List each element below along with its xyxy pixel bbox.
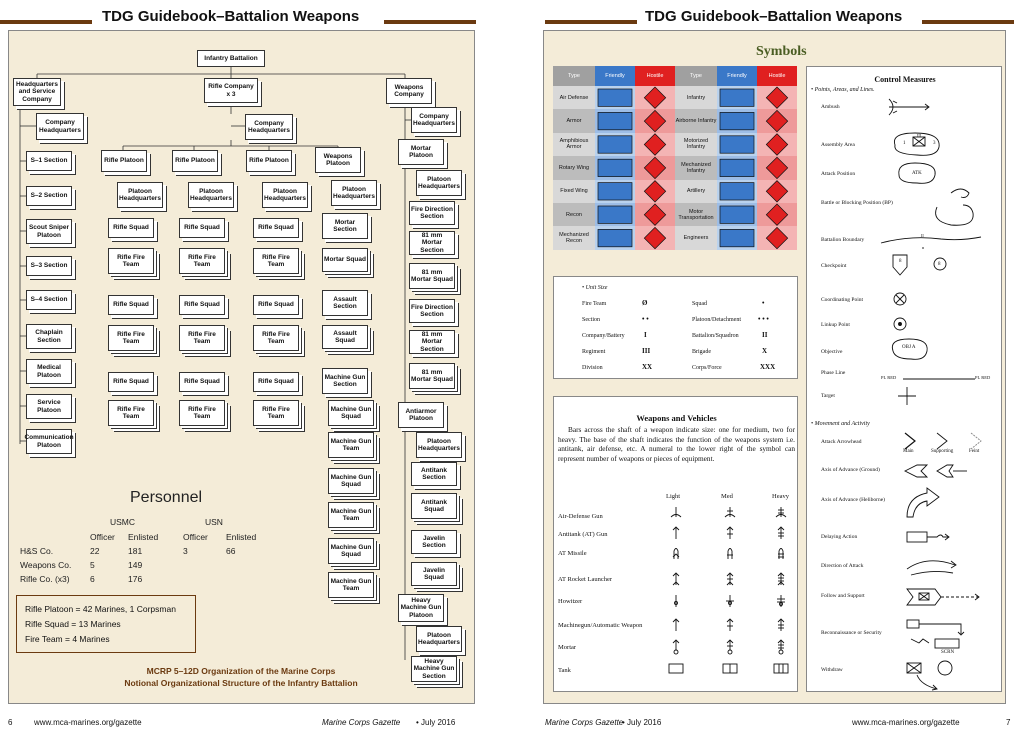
atk-label: ATK xyxy=(912,171,922,176)
battle-position-icon xyxy=(936,189,974,225)
unit-label: Platoon/Detachment xyxy=(692,317,741,323)
friendly-unit-icon xyxy=(720,112,754,129)
aa-num-3: 3 xyxy=(933,141,936,146)
usn-label: USN xyxy=(205,517,223,527)
symbol-grid xyxy=(553,66,797,250)
symbol-type-label: Mechanized Infantry xyxy=(675,156,717,179)
at-gun-light-icon xyxy=(673,527,679,539)
delaying-action-icon xyxy=(907,532,949,542)
org-hq-child: S–1 Section xyxy=(26,151,72,171)
org-hq-child: Medical Platoon xyxy=(26,359,72,384)
weapons-box xyxy=(553,396,798,692)
symbol-type-label: Motor Transportation xyxy=(675,203,717,226)
header-rule-left xyxy=(0,20,92,24)
weapon-row-label: Antitank (AT) Gun xyxy=(558,531,608,538)
usmc-label: USMC xyxy=(110,517,136,527)
hostile-unit-icon xyxy=(766,204,787,225)
hostile-unit-icon xyxy=(766,134,787,155)
weapons-col: Med xyxy=(721,493,733,500)
org-fire-team: Rifle Fire Team xyxy=(179,400,225,426)
mg-heavy-icon xyxy=(778,619,784,631)
unit-label: Division xyxy=(582,365,603,371)
org-platoon-hq: Platoon Headquarters xyxy=(188,182,234,208)
org-infantry-battalion: Infantry Battalion xyxy=(197,50,265,67)
aa-num-1: 1 xyxy=(903,141,906,146)
at-missile-med-icon xyxy=(727,549,733,560)
mg-med-icon xyxy=(727,619,733,631)
org-fire-team: Rifle Fire Team xyxy=(253,400,299,426)
source-caption xyxy=(96,665,386,689)
friendly-unit-icon xyxy=(598,183,632,200)
at-missile-light-icon xyxy=(673,549,679,560)
weapons-title: Weapons and Vehicles xyxy=(636,413,717,423)
at-rocket-med-icon xyxy=(727,573,733,585)
pers-val: 6 xyxy=(90,574,95,584)
org-wc-child: Javelin Section xyxy=(411,530,457,554)
tank-med-icon xyxy=(723,664,737,673)
friendly-unit-icon xyxy=(598,89,632,106)
unit-size-title: • Unit Size xyxy=(582,285,608,291)
col-header: Officer xyxy=(183,532,208,542)
pl-label-left: PL RED xyxy=(881,375,897,380)
org-rifle-platoon: Rifle Platoon xyxy=(172,150,218,172)
org-wp-child: Machine Gun Squad xyxy=(328,400,374,426)
control-item: Coordinating Point xyxy=(821,297,864,303)
friendly-unit-icon xyxy=(720,206,754,223)
hostile-unit-icon xyxy=(644,110,665,131)
org-rifle-platoon: Rifle Platoon xyxy=(246,150,292,172)
control-item: Withdraw xyxy=(821,667,843,673)
symbols-title: Symbols xyxy=(756,44,807,59)
grid-header: Hostile xyxy=(757,66,797,86)
obj-label: OBJ A xyxy=(902,345,916,350)
symbol-type-label: Amphibious Armor xyxy=(553,133,595,156)
org-wp-child: Machine Gun Team xyxy=(328,502,374,528)
grid-header: Hostile xyxy=(635,66,675,86)
target-icon xyxy=(898,387,916,405)
org-fire-team: Rifle Fire Team xyxy=(108,248,154,274)
note-line: Rifle Platoon = 42 Marines, 1 Corpsman xyxy=(25,604,176,614)
org-wc-child: Fire Direction Section xyxy=(409,299,455,323)
org-wc-child: Platoon Headquarters xyxy=(416,170,462,196)
grid-header: Type xyxy=(675,66,717,86)
hostile-unit-icon xyxy=(766,181,787,202)
org-wc-child: 81 mm Mortar Section xyxy=(409,330,455,354)
col-header: Enlisted xyxy=(128,532,159,542)
right-header xyxy=(512,4,1024,26)
org-wp-child: Machine Gun Team xyxy=(328,432,374,458)
weapon-row-label: Machinegun/Automatic Weapon xyxy=(558,622,643,629)
mortar-med-icon xyxy=(727,640,733,654)
source-line-2: Notional Organizational Structure of the Infantry Battalion xyxy=(124,678,358,688)
weapon-row-label: Tank xyxy=(558,667,571,674)
unit-symbol: XXX xyxy=(760,363,776,371)
org-wc-child: Platoon Headquarters xyxy=(416,432,462,458)
left-footer-date: • July 2016 xyxy=(416,718,456,727)
control-item: Checkpoint xyxy=(821,263,847,269)
personnel-title: Personnel xyxy=(130,489,203,506)
org-wp-child: Machine Gun Squad xyxy=(328,468,374,494)
control-item: Delaying Action xyxy=(821,534,858,540)
pers-val: 181 xyxy=(128,546,143,556)
ambush-icon xyxy=(889,99,929,115)
unit-label: Company/Battery xyxy=(582,333,625,339)
unit-symbol: • • • xyxy=(758,315,769,323)
weapon-symbols xyxy=(554,397,799,693)
pers-val: 5 xyxy=(90,560,95,570)
org-wc-child: Antiarmor Platoon xyxy=(398,402,444,428)
unit-symbol: II xyxy=(762,331,768,339)
right-page-title: TDG Guidebook–Battalion Weapons xyxy=(645,8,903,25)
right-footer-magazine: Marine Corps Gazette xyxy=(545,718,624,727)
at-missile-heavy-icon xyxy=(778,549,784,560)
org-hq-child: S–3 Section xyxy=(26,256,72,276)
org-wc-child: Heavy Machine Gun Section xyxy=(411,656,457,682)
org-rifle-squad: Rifle Squad xyxy=(108,372,154,392)
org-fire-team: Rifle Fire Team xyxy=(179,248,225,274)
friendly-unit-icon xyxy=(598,112,632,129)
pers-unit: Weapons Co. xyxy=(20,560,72,570)
control-item: Assembly Area xyxy=(821,142,855,148)
unit-label: Corps/Force xyxy=(692,365,722,371)
unit-label: Battalion/Squadron xyxy=(692,333,739,339)
org-fire-team: Rifle Fire Team xyxy=(108,400,154,426)
header-rule-right xyxy=(384,20,476,24)
tank-heavy-icon xyxy=(774,664,788,673)
org-rc-hq: Company Headquarters xyxy=(245,114,293,140)
right-footer-date: • July 2016 xyxy=(622,718,662,727)
hostile-unit-icon xyxy=(766,227,787,248)
org-weapons-company: Weapons Company xyxy=(386,78,432,104)
arrow-label: Main xyxy=(903,449,914,454)
mg-light-icon xyxy=(673,619,679,631)
org-rifle-company: Rifle Company x 3 xyxy=(204,78,258,103)
at-rocket-heavy-icon xyxy=(778,573,784,585)
pers-val: 149 xyxy=(128,560,143,570)
at-gun-med-icon xyxy=(727,527,733,539)
unit-symbol: XX xyxy=(642,363,653,371)
pers-val: 22 xyxy=(90,546,100,556)
friendly-unit-icon xyxy=(720,229,754,246)
control-sub1: • Points, Areas, and Lines. xyxy=(811,87,875,93)
symbol-type-label: Mechanized Recon xyxy=(553,226,595,249)
howitzer-med-icon xyxy=(726,595,734,607)
pers-unit: Rifle Co. (x3) xyxy=(20,574,70,584)
org-rifle-squad: Rifle Squad xyxy=(253,295,299,315)
org-hq-child: Service Platoon xyxy=(26,394,72,419)
assembly-area-icon xyxy=(894,133,939,155)
org-hs-company: Headquarters and Service Company xyxy=(13,78,61,106)
grid-header: Friendly xyxy=(595,66,635,86)
org-fire-team: Rifle Fire Team xyxy=(179,325,225,351)
friendly-unit-icon xyxy=(598,136,632,153)
control-item: Target xyxy=(821,393,835,399)
org-wp-child: Machine Gun Squad xyxy=(328,538,374,564)
at-gun-heavy-icon xyxy=(778,527,784,539)
org-wc-child: Mortar Platoon xyxy=(398,139,444,165)
attack-position-icon xyxy=(899,163,935,183)
weapon-row-label: AT Rocket Launcher xyxy=(558,576,613,583)
control-sub2: • Movement and Activity xyxy=(811,421,870,427)
weapon-row-label: AT Missile xyxy=(558,550,587,557)
col-header: Enlisted xyxy=(226,532,257,542)
org-rifle-squad: Rifle Squad xyxy=(253,372,299,392)
unit-size-box xyxy=(553,276,798,379)
hostile-unit-icon xyxy=(644,87,665,108)
org-wc-child: Fire Direction Section xyxy=(409,201,455,225)
ad-gun-med-icon xyxy=(725,507,735,517)
org-platoon-hq: Platoon Headquarters xyxy=(262,182,308,208)
hostile-unit-icon xyxy=(644,227,665,248)
ad-gun-light-icon xyxy=(671,507,681,517)
symbol-type-label: Engineers xyxy=(675,226,717,249)
right-footer-url[interactable]: www.mca-marines.org/gazette xyxy=(852,718,960,727)
checkpoint-circle-label: 8 xyxy=(938,262,941,267)
org-wc-child: Antitank Section xyxy=(411,462,457,486)
left-page-number: 6 xyxy=(8,718,13,727)
coordinating-point-icon xyxy=(894,293,906,305)
at-rocket-light-icon xyxy=(673,573,679,585)
control-measures-box xyxy=(806,66,1002,692)
control-item: Battalion Boundary xyxy=(821,237,865,243)
weapons-col: Heavy xyxy=(772,493,789,500)
org-rifle-squad: Rifle Squad xyxy=(179,218,225,238)
control-item: Ambush xyxy=(821,104,840,110)
org-wp-child: Platoon Headquarters xyxy=(331,180,377,206)
control-item: Reconnaissance or Security xyxy=(821,630,882,636)
org-wc-child: Antitank Squad xyxy=(411,493,457,519)
weapons-text: Bars across the shaft of a weapon indicate size: one for medium, two for heavy. The base of the shaft indicates the function of the weapons system i.e. antitank, air defense, etc. A numeral to the lower right of the symbol can represent number of weapons or pieces of equipment. xyxy=(558,425,795,463)
hostile-unit-icon xyxy=(766,110,787,131)
weapon-row-label: Mortar xyxy=(558,644,577,651)
unit-label: Brigade xyxy=(692,349,711,355)
control-item: Axis of Advance (Heliborne) xyxy=(821,497,885,503)
aa-mark: III xyxy=(917,133,921,138)
recon-security-icon xyxy=(907,620,964,648)
org-weapons-platoon: Weapons Platoon xyxy=(315,147,361,173)
symbol-type-label: Infantry xyxy=(675,86,717,109)
hostile-unit-icon xyxy=(644,157,665,178)
org-platoon-hq: Platoon Headquarters xyxy=(117,182,163,208)
org-hq-child: Communication Platoon xyxy=(26,429,72,454)
right-page-number: 7 xyxy=(1006,718,1011,727)
symbol-type-label: Airborne Infantry xyxy=(675,109,717,132)
friendly-unit-icon xyxy=(720,89,754,106)
symbol-type-label: Recon xyxy=(553,203,595,226)
strength-note-box xyxy=(16,595,196,653)
control-item: Attack Arrowhead xyxy=(821,439,862,445)
symbol-type-label: Armor xyxy=(553,109,595,132)
battalion-boundary-icon xyxy=(881,237,981,249)
org-wc-child: 81 mm Mortar Squad xyxy=(409,263,455,289)
symbol-type-label: Motorized Infantry xyxy=(675,133,717,156)
tank-light-icon xyxy=(669,664,683,673)
org-wp-child: Mortar Squad xyxy=(322,248,368,272)
axis-advance-heliborne-icon xyxy=(907,488,939,517)
pers-val: 3 xyxy=(183,546,188,556)
control-item: Objective xyxy=(821,349,843,355)
objective-icon xyxy=(892,339,927,359)
scrn-label: SCRN xyxy=(941,650,955,655)
mortar-light-icon xyxy=(673,640,679,654)
org-hq-child: S–2 Section xyxy=(26,186,72,206)
unit-label: Fire Team xyxy=(582,301,607,307)
header-rule-left xyxy=(545,20,637,24)
symbol-type-label: Air Defense xyxy=(553,86,595,109)
unit-symbol: Ø xyxy=(642,299,648,307)
unit-symbol: X xyxy=(762,347,768,355)
left-header xyxy=(0,4,512,26)
withdraw-icon xyxy=(907,661,952,690)
hostile-unit-icon xyxy=(766,157,787,178)
control-item: Attack Position xyxy=(821,171,856,177)
hostile-unit-icon xyxy=(766,87,787,108)
hostile-unit-icon xyxy=(644,181,665,202)
symbol-type-label: Fixed Wing xyxy=(553,180,595,203)
pers-val: 176 xyxy=(128,574,143,584)
weapon-row-label: Howitzer xyxy=(558,598,583,605)
control-symbols xyxy=(807,67,1003,693)
friendly-unit-icon xyxy=(598,229,632,246)
org-fire-team: Rifle Fire Team xyxy=(253,248,299,274)
ad-gun-heavy-icon xyxy=(776,507,786,517)
org-wp-child: Assault Squad xyxy=(322,325,368,349)
left-page-title: TDG Guidebook–Battalion Weapons xyxy=(102,8,360,25)
control-item: Axis of Advance (Ground) xyxy=(821,467,880,473)
unit-symbol: • • xyxy=(642,315,649,323)
unit-label: Section xyxy=(582,317,600,323)
org-wc-child: Platoon Headquarters xyxy=(416,626,462,652)
control-item: Phase Line xyxy=(821,370,846,376)
unit-label: Squad xyxy=(692,301,707,307)
org-hq-child: S–4 Section xyxy=(26,290,72,310)
header-rule-right xyxy=(922,20,1014,24)
checkpoint-icon xyxy=(893,255,946,275)
source-line-1: MCRP 5–12D Organization of the Marine Corps xyxy=(146,666,336,676)
symbol-type-label: Rotary Wing xyxy=(553,156,595,179)
org-wp-child: Mortar Section xyxy=(322,213,368,239)
org-wc-child: 81 mm Mortar Section xyxy=(409,231,455,255)
note-line: Rifle Squad = 13 Marines xyxy=(25,619,121,629)
control-item: Linkup Point xyxy=(821,322,850,328)
friendly-unit-icon xyxy=(598,206,632,223)
arrow-label: Supporting xyxy=(931,449,954,454)
org-hq-child: Chaplain Section xyxy=(26,324,72,349)
unit-symbol: III xyxy=(642,347,651,355)
control-title: Control Measures xyxy=(874,75,936,84)
org-rifle-squad: Rifle Squad xyxy=(253,218,299,238)
friendly-unit-icon xyxy=(598,159,632,176)
unit-label: Regiment xyxy=(582,349,606,355)
arrow-label: Feint xyxy=(969,449,980,454)
boundary-label: II xyxy=(921,233,924,238)
checkpoint-label: 8 xyxy=(899,259,902,264)
linkup-point-icon xyxy=(894,318,906,330)
grid-header: Friendly xyxy=(717,66,757,86)
hostile-unit-icon xyxy=(644,134,665,155)
hostile-unit-icon xyxy=(644,204,665,225)
unit-symbol: I xyxy=(644,331,647,339)
control-item: Direction of Attack xyxy=(821,563,864,569)
control-item: Battle or Blocking Position (BP) xyxy=(821,200,893,206)
org-wc-child: Heavy Machine Gun Platoon xyxy=(398,594,444,622)
grid-header: Type xyxy=(553,66,595,86)
friendly-unit-icon xyxy=(720,159,754,176)
org-hq-child: Scout Sniper Platoon xyxy=(26,219,72,244)
axis-advance-ground-icon xyxy=(905,465,967,477)
org-rifle-squad: Rifle Squad xyxy=(179,372,225,392)
howitzer-heavy-icon xyxy=(777,595,785,607)
weapon-row-label: Air-Defense Gun xyxy=(558,513,603,520)
direction-attack-icon xyxy=(907,561,956,575)
friendly-unit-icon xyxy=(720,183,754,200)
org-wc-child: Javelin Squad xyxy=(411,562,457,586)
left-footer-url[interactable]: www.mca-marines.org/gazette xyxy=(34,718,142,727)
org-fire-team: Rifle Fire Team xyxy=(253,325,299,351)
unit-symbol: • xyxy=(762,299,765,307)
weapons-col: Light xyxy=(666,493,681,500)
grid-symbols xyxy=(553,66,797,250)
howitzer-light-icon xyxy=(675,595,678,607)
pers-val: 66 xyxy=(226,546,236,556)
org-rifle-squad: Rifle Squad xyxy=(108,295,154,315)
note-line: Fire Team = 4 Marines xyxy=(25,634,110,644)
pl-label-right: PL RED xyxy=(975,375,991,380)
attack-arrowhead-icon xyxy=(905,433,981,449)
friendly-unit-icon xyxy=(720,136,754,153)
org-wp-child: Assault Section xyxy=(322,290,368,316)
pers-unit: H&S Co. xyxy=(20,546,54,556)
mortar-heavy-icon xyxy=(778,640,784,654)
left-footer-magazine: Marine Corps Gazette xyxy=(322,718,401,727)
org-hq-child: Company Headquarters xyxy=(36,113,84,140)
control-item: Follow and Support xyxy=(821,593,865,599)
col-header: Officer xyxy=(90,532,115,542)
org-rifle-squad: Rifle Squad xyxy=(179,295,225,315)
org-wp-child: Machine Gun Section xyxy=(322,368,368,394)
org-wc-child: Company Headquarters xyxy=(411,107,457,133)
follow-support-icon xyxy=(907,589,979,605)
org-wc-child: 81 mm Mortar Squad xyxy=(409,363,455,389)
org-wp-child: Machine Gun Team xyxy=(328,572,374,598)
org-fire-team: Rifle Fire Team xyxy=(108,325,154,351)
org-rifle-squad: Rifle Squad xyxy=(108,218,154,238)
org-rifle-platoon: Rifle Platoon xyxy=(101,150,147,172)
symbol-type-label: Artillery xyxy=(675,180,717,203)
